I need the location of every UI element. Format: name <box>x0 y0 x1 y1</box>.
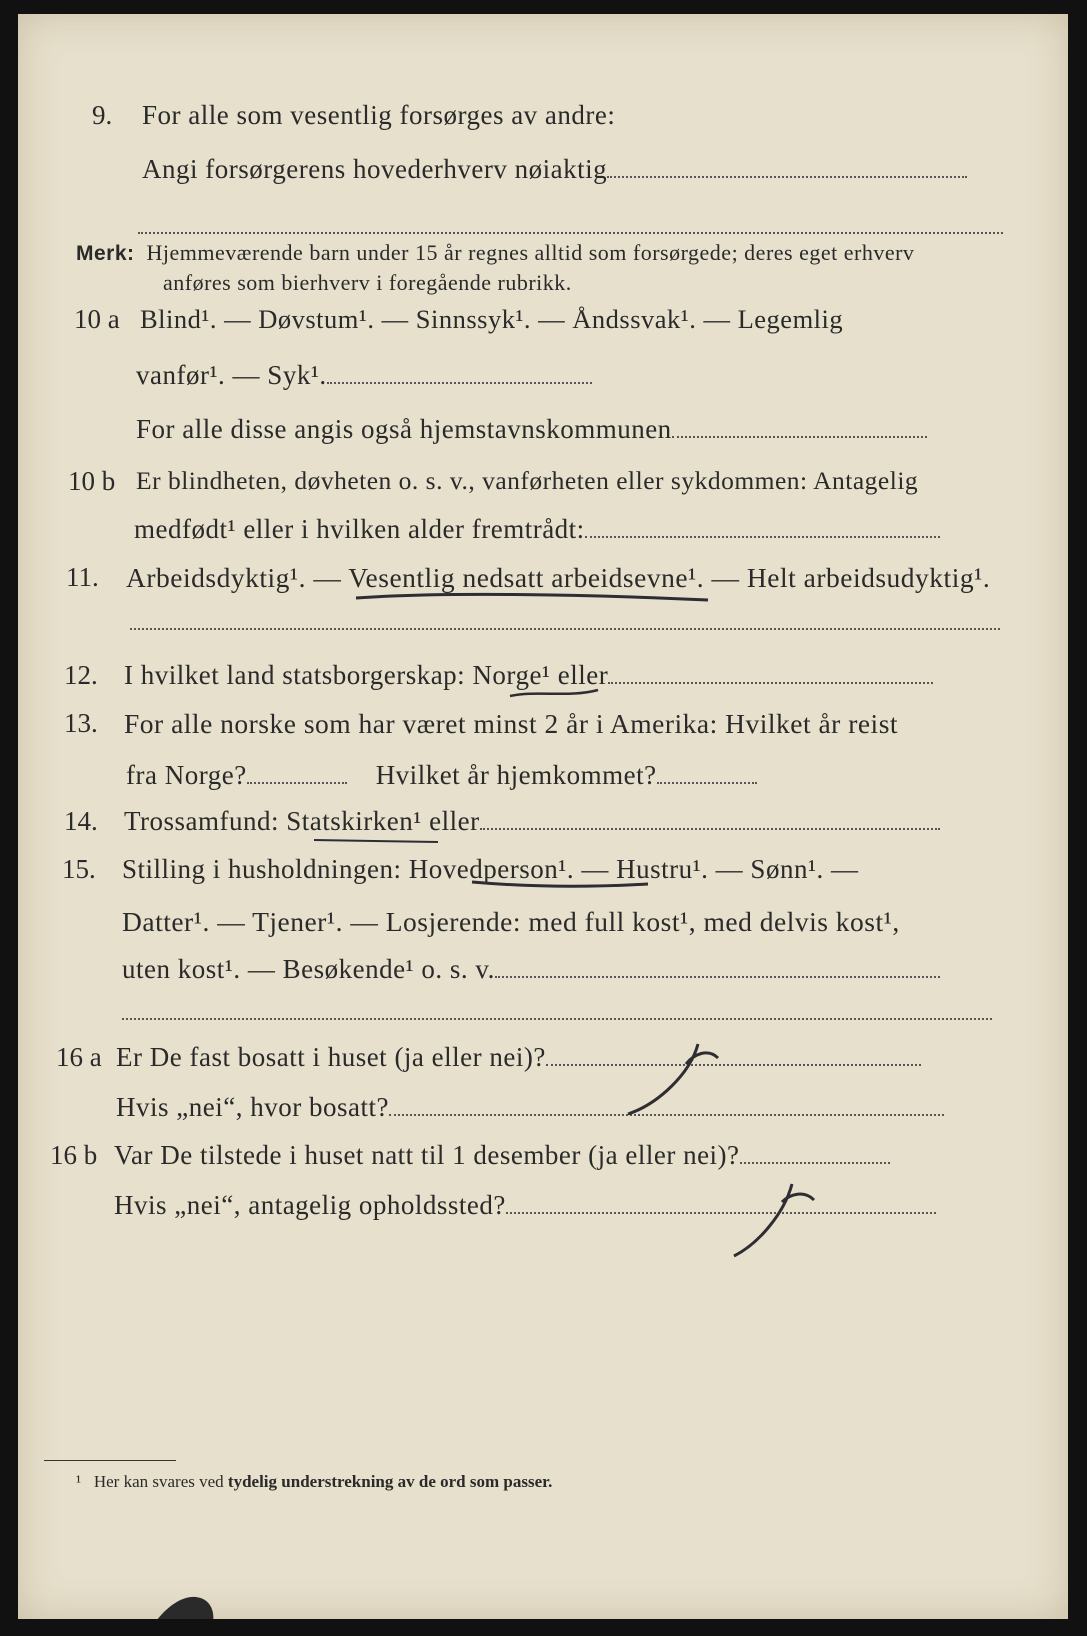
footnote-text2: tydelig understrekning av de ord som passer. <box>227 1472 553 1491</box>
q16b-question: Var De tilstede i huset natt til 1 desember (ja eller nei)? <box>114 1140 740 1170</box>
ink-blot <box>124 1597 213 1619</box>
q11-vesentlig-nedsatt[interactable]: Vesentlig nedsatt arbeidsevne¹. <box>348 562 705 593</box>
q13-hjemkommet-label: Hvilket år hjemkommet? <box>375 760 657 790</box>
q9-number: 9. <box>92 100 113 130</box>
q10b-line1: Er blindheten, døvheten o. s. v., vanførheten eller sykdommen: Antagelig <box>136 466 919 495</box>
q13-number: 13. <box>64 708 98 738</box>
q9-line2-text: Angi forsørgerens hovederhverv nøiaktig <box>142 154 608 184</box>
q11-helt-udyktig[interactable]: — Helt arbeidsudyktig¹. <box>704 562 991 593</box>
handwritten-ja-16b <box>734 1184 814 1256</box>
q12-label: I hvilket land statsborgerskap: <box>124 660 473 690</box>
handwriting-overlay <box>18 14 1068 1619</box>
q13-line1: For alle norske som har været minst 2 år i Amerika: Hvilket år reist <box>124 708 899 739</box>
handwritten-ja-16a <box>628 1044 718 1114</box>
q14-eller: eller <box>421 806 480 836</box>
q16a-number: 16 a <box>56 1042 102 1072</box>
census-form-page <box>18 14 1068 1619</box>
q15-label: Stilling i husholdningen: <box>122 854 409 884</box>
q15-options[interactable]: — Hustru¹. — Sønn¹. — <box>574 854 859 884</box>
q12-eller: eller <box>550 660 609 690</box>
q14-statskirken[interactable]: Statskirken¹ <box>286 806 422 836</box>
q16a-question: Er De fast bosatt i huset (ja eller nei)? <box>116 1042 546 1072</box>
q10a-number: 10 a <box>74 304 120 334</box>
q14-number: 14. <box>64 806 98 836</box>
underline-vesentlig <box>356 594 708 600</box>
q12-norge[interactable]: Norge¹ <box>472 660 551 690</box>
q16a-followup: Hvis „nei“, hvor bosatt? <box>116 1092 389 1122</box>
q16b-followup: Hvis „nei“, antagelig opholdssted? <box>114 1190 506 1220</box>
q15-hovedperson[interactable]: Hovedperson¹. <box>408 854 575 884</box>
q10b-number: 10 b <box>68 466 116 496</box>
q10b-line2-text: medfødt¹ eller i hvilken alder fremtrådt: <box>134 514 585 544</box>
underline-statskirken <box>314 840 438 842</box>
q15-line2[interactable]: Datter¹. — Tjener¹. — Losjerende: med full kost¹, med delvis kost¹, <box>122 906 900 937</box>
underline-hovedperson <box>472 882 648 886</box>
q12-number: 12. <box>64 660 98 690</box>
underline-norge <box>510 690 598 696</box>
merk-text1: Hjemmeværende barn under 15 år regnes alltid som forsørgede; deres eget erhverv <box>146 240 915 265</box>
q10a-line1: Blind¹. — Døvstum¹. — Sinnssyk¹. — Åndssvak¹. — Legemlig <box>140 304 844 334</box>
q15-number: 15. <box>62 854 96 884</box>
merk-line2: anføres som bierhverv i foregående rubrikk. <box>163 270 572 295</box>
q13-reist-label: fra Norge? <box>126 760 247 790</box>
q11-number: 11. <box>66 562 99 592</box>
merk-label: Merk: <box>76 242 135 265</box>
q16b-number: 16 b <box>50 1140 98 1170</box>
footnote-mark: ¹ <box>76 1472 82 1491</box>
q11-arbeidsdyktig[interactable]: Arbeidsdyktig¹. — <box>126 562 349 593</box>
q10a-line3-text: For alle disse angis også hjemstavnskommunen <box>136 414 672 444</box>
q10a-line2-text: vanfør¹. — Syk¹. <box>136 360 327 390</box>
q15-line3-text[interactable]: uten kost¹. — Besøkende¹ o. s. v. <box>122 954 495 984</box>
footnote-text1: Her kan svares ved <box>93 1472 228 1491</box>
q14-label: Trossamfund: <box>124 806 287 836</box>
q9-line1: For alle som vesentlig forsørges av andre: <box>142 100 616 130</box>
